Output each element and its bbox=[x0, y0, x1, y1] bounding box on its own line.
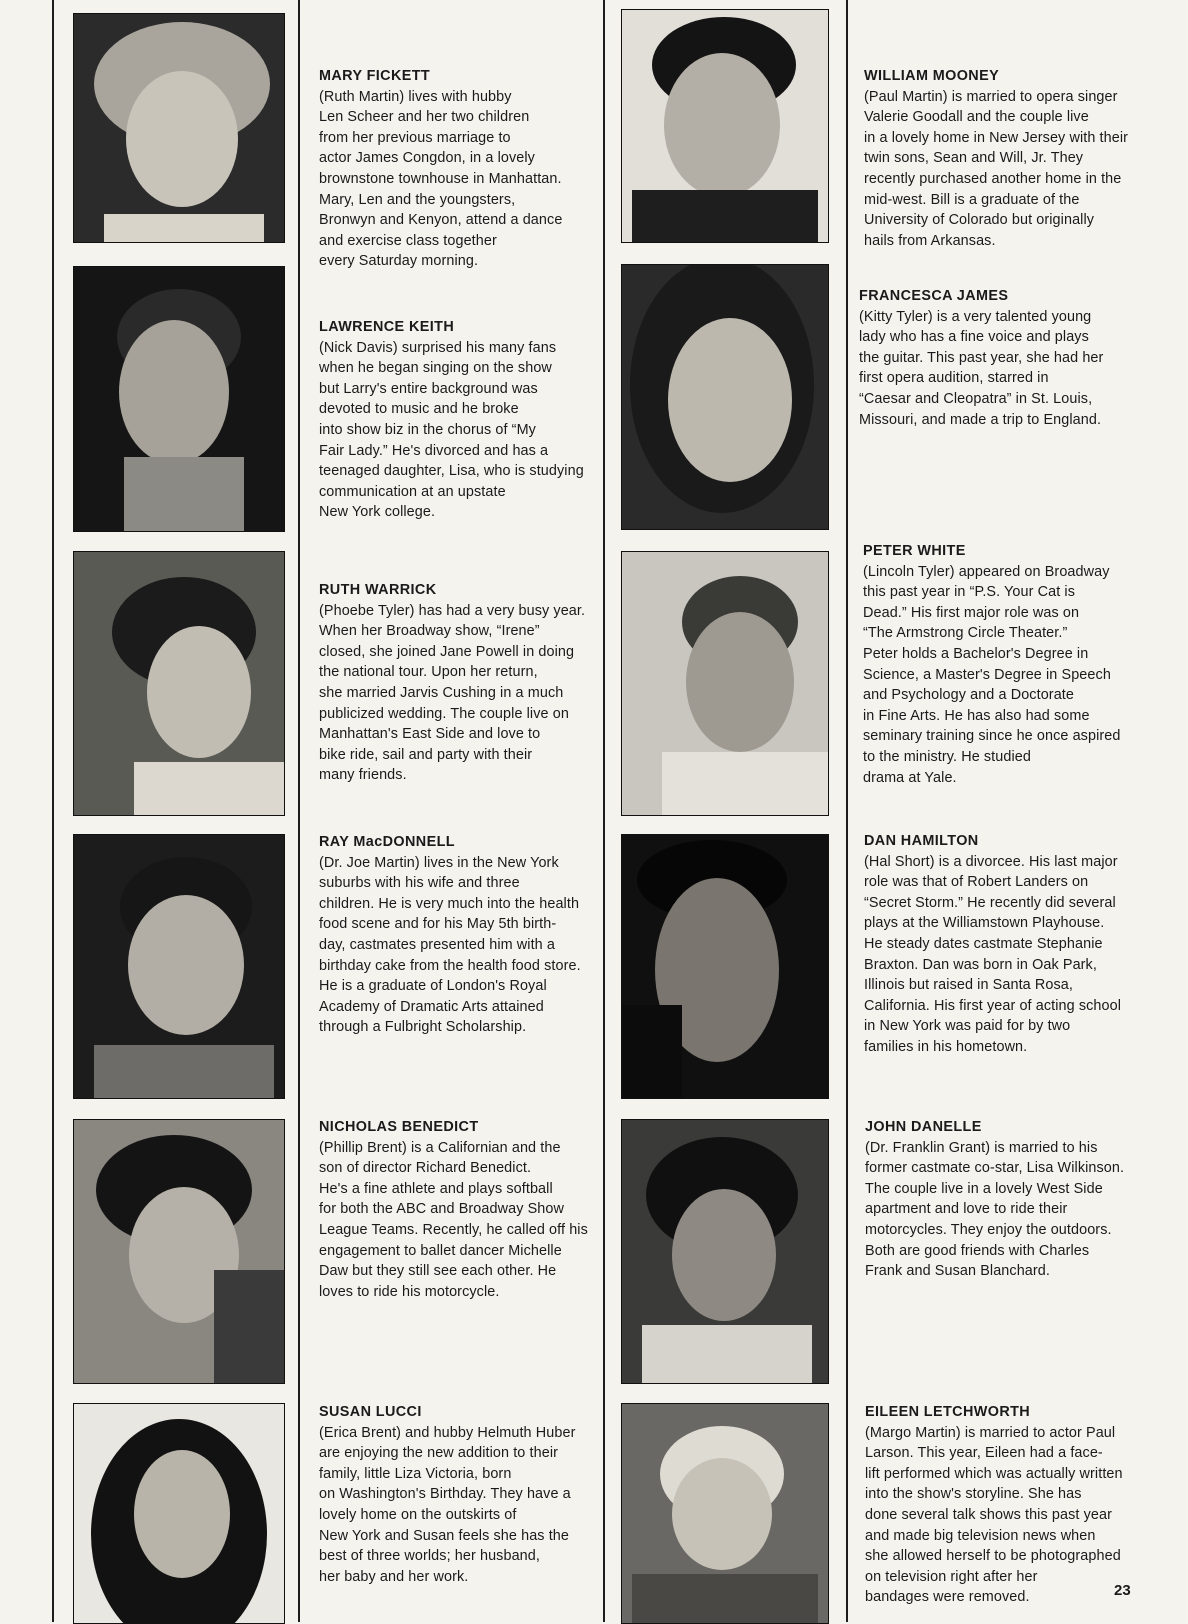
bio-line: Missouri, and made a trip to England. bbox=[859, 411, 1102, 428]
bio-line: Larson. This year, Eileen had a face- bbox=[865, 1445, 1103, 1462]
bio-line: role was that of Robert Landers on bbox=[864, 874, 1089, 891]
portrait-photo-lawrence-keith bbox=[73, 266, 285, 532]
portrait-photo-dan-hamilton bbox=[621, 834, 829, 1099]
bio-line: every Saturday morning. bbox=[319, 253, 479, 270]
bio-line: Mary, Len and the youngsters, bbox=[319, 191, 516, 208]
bio-line: New York and Susan feels she has the bbox=[319, 1527, 570, 1544]
actor-name: PETER WHITE bbox=[863, 543, 966, 559]
bio-line: engagement to ballet dancer Michelle bbox=[319, 1242, 562, 1259]
actor-name: WILLIAM MOONEY bbox=[864, 68, 1000, 84]
bio-line: to the ministry. He studied bbox=[863, 748, 1031, 765]
bio-line: (Kitty Tyler) is a very talented young bbox=[859, 308, 1092, 325]
bio-line: Valerie Goodall and the couple live bbox=[864, 109, 1089, 126]
portrait-photo-nicholas-benedict bbox=[73, 1119, 285, 1384]
bio-line: Braxton. Dan was born in Oak Park, bbox=[864, 956, 1097, 973]
actor-name: RUTH WARRICK bbox=[319, 582, 437, 598]
column-rule bbox=[603, 0, 605, 1622]
portrait-photo-john-danelle bbox=[621, 1119, 829, 1384]
bio-line: on Washington's Birthday. They have a bbox=[319, 1486, 571, 1503]
bio-line: (Ruth Martin) lives with hubby bbox=[319, 88, 512, 105]
bio-line: done several talk shows this past year bbox=[865, 1506, 1112, 1523]
bio-line: and exercise class together bbox=[319, 232, 497, 249]
bio-line: into show biz in the chorus of “My bbox=[319, 421, 536, 438]
actor-name: NICHOLAS BENEDICT bbox=[319, 1119, 479, 1135]
bio-line: Illinois but raised in Santa Rosa, bbox=[864, 977, 1073, 994]
bio-line: (Erica Brent) and hubby Helmuth Huber bbox=[319, 1424, 576, 1441]
bio-line: Both are good friends with Charles bbox=[865, 1242, 1090, 1259]
bio-line: Bronwyn and Kenyon, attend a dance bbox=[319, 212, 563, 229]
bio-line: day, castmates presented him with a bbox=[319, 936, 555, 953]
actor-name: JOHN DANELLE bbox=[865, 1119, 982, 1135]
bio-line: but Larry's entire background was bbox=[319, 380, 538, 397]
bio-line: “The Armstrong Circle Theater.” bbox=[863, 625, 1068, 642]
bio-line: families in his hometown. bbox=[864, 1038, 1028, 1055]
bio-line: New York college. bbox=[319, 504, 436, 521]
bio-entry bbox=[319, 317, 584, 523]
bio-entry bbox=[319, 832, 581, 1038]
portrait-photo-ray-macdonnell bbox=[73, 834, 285, 1099]
bio-line: seminary training since he once aspired bbox=[863, 728, 1121, 745]
bio-line: motorcycles. They enjoy the outdoors. bbox=[865, 1221, 1112, 1238]
bio-line: into the show's storyline. She has bbox=[865, 1486, 1082, 1503]
bio-line: first opera audition, starred in bbox=[859, 370, 1049, 387]
portrait-photo-susan-lucci bbox=[73, 1403, 285, 1624]
actor-name: RAY MacDONNELL bbox=[319, 834, 455, 850]
bio-line: “Secret Storm.” He recently did several bbox=[864, 894, 1116, 911]
bio-line: twin sons, Sean and Will, Jr. They bbox=[864, 150, 1084, 167]
bio-line: when he began singing on the show bbox=[319, 360, 552, 377]
bio-line: the guitar. This past year, she had her bbox=[859, 349, 1104, 366]
bio-line: (Paul Martin) is married to opera singer bbox=[864, 88, 1118, 105]
actor-name: EILEEN LETCHWORTH bbox=[865, 1404, 1031, 1420]
bio-line: suburbs with his wife and three bbox=[319, 875, 520, 892]
actor-name: LAWRENCE KEITH bbox=[319, 319, 455, 335]
portrait-photo-william-mooney bbox=[621, 9, 829, 243]
bio-line: son of director Richard Benedict. bbox=[319, 1160, 532, 1177]
bio-line: League Teams. Recently, he called off his bbox=[319, 1221, 588, 1238]
bio-line: (Phoebe Tyler) has had a very busy year. bbox=[319, 602, 586, 619]
bio-line: the national tour. Upon her return, bbox=[319, 664, 538, 681]
bio-line: Peter holds a Bachelor's Degree in bbox=[863, 645, 1089, 662]
portrait-photo-mary-fickett bbox=[73, 13, 285, 243]
bio-line: apartment and love to ride their bbox=[865, 1201, 1068, 1218]
bio-line: lift performed which was actually written bbox=[865, 1465, 1123, 1482]
bio-line: teenaged daughter, Lisa, who is studying bbox=[319, 463, 584, 480]
bio-entry bbox=[865, 1402, 1123, 1608]
bio-line: lovely home on the outskirts of bbox=[319, 1506, 517, 1523]
bio-line: her baby and her work. bbox=[319, 1568, 469, 1585]
bio-line: hails from Arkansas. bbox=[864, 232, 996, 249]
bio-line: He is a graduate of London's Royal bbox=[319, 978, 547, 995]
bio-line: plays at the Williamstown Playhouse. bbox=[864, 915, 1105, 932]
bio-line: (Margo Martin) is married to actor Paul bbox=[865, 1424, 1116, 1441]
bio-line: Dead.” His first major role was on bbox=[863, 604, 1080, 621]
portrait-photo-eileen-letchworth bbox=[621, 1403, 829, 1624]
bio-line: mid-west. Bill is a graduate of the bbox=[864, 191, 1080, 208]
portrait-photo-ruth-warrick bbox=[73, 551, 285, 816]
bio-line: closed, she joined Jane Powell in doing bbox=[319, 643, 575, 660]
bio-entry bbox=[319, 66, 562, 272]
bio-line: devoted to music and he broke bbox=[319, 401, 519, 418]
bio-line: He's a fine athlete and plays softball bbox=[319, 1180, 553, 1197]
bio-line: (Dr. Franklin Grant) is married to his bbox=[865, 1139, 1098, 1156]
actor-name: MARY FICKETT bbox=[319, 68, 431, 84]
bio-line: many friends. bbox=[319, 767, 407, 784]
bio-entry bbox=[865, 1117, 1124, 1282]
bio-line: (Nick Davis) surprised his many fans bbox=[319, 339, 557, 356]
bio-line: Science, a Master's Degree in Speech bbox=[863, 666, 1111, 683]
bio-line: publicized wedding. The couple live on bbox=[319, 705, 569, 722]
bio-entry bbox=[864, 66, 1128, 251]
bio-line: lady who has a fine voice and plays bbox=[859, 329, 1089, 346]
bio-line: (Dr. Joe Martin) lives in the New York bbox=[319, 854, 559, 871]
bio-line: brownstone townhouse in Manhattan. bbox=[319, 170, 562, 187]
bio-entry bbox=[863, 541, 1120, 788]
bio-line: bandages were removed. bbox=[865, 1589, 1030, 1606]
bio-line: she allowed herself to be photographed bbox=[865, 1548, 1121, 1565]
bio-line: “Caesar and Cleopatra” in St. Louis, bbox=[859, 390, 1093, 407]
bio-line: Frank and Susan Blanchard. bbox=[865, 1263, 1050, 1280]
bio-line: (Phillip Brent) is a Californian and the bbox=[319, 1139, 561, 1156]
bio-entry bbox=[319, 1402, 575, 1587]
bio-line: in a lovely home in New Jersey with their bbox=[864, 129, 1129, 146]
bio-line: through a Fulbright Scholarship. bbox=[319, 1019, 527, 1036]
bio-line: communication at an upstate bbox=[319, 483, 506, 500]
bio-line: He steady dates castmate Stephanie bbox=[864, 935, 1103, 952]
portrait-photo-peter-white bbox=[621, 551, 829, 816]
bio-line: drama at Yale. bbox=[863, 769, 957, 786]
bio-line: birthday cake from the health food store. bbox=[319, 957, 581, 974]
bio-line: and Psychology and a Doctorate bbox=[863, 687, 1074, 704]
actor-name: DAN HAMILTON bbox=[864, 833, 979, 849]
bio-line: from her previous marriage to bbox=[319, 129, 511, 146]
bio-entry bbox=[319, 580, 585, 786]
actor-name: SUSAN LUCCI bbox=[319, 1404, 422, 1420]
bio-line: The couple live in a lovely West Side bbox=[865, 1180, 1103, 1197]
bio-line: University of Colorado but originally bbox=[864, 212, 1095, 229]
bio-line: this past year in “P.S. Your Cat is bbox=[863, 584, 1076, 601]
bio-line: (Lincoln Tyler) appeared on Broadway bbox=[863, 563, 1110, 580]
bio-line: in New York was paid for by two bbox=[864, 1018, 1071, 1035]
portrait-photo-francesca-james bbox=[621, 264, 829, 530]
bio-entry bbox=[859, 286, 1103, 430]
bio-line: for both the ABC and Broadway Show bbox=[319, 1201, 564, 1218]
bio-line: California. His first year of acting school bbox=[864, 997, 1122, 1014]
bio-line: Fair Lady.” He's divorced and has a bbox=[319, 442, 549, 459]
page-number: 23 bbox=[1114, 1582, 1131, 1599]
column-rule bbox=[298, 0, 300, 1622]
bio-line: Daw but they still see each other. He bbox=[319, 1263, 557, 1280]
column-rule bbox=[52, 0, 54, 1622]
bio-line: family, little Liza Victoria, born bbox=[319, 1465, 512, 1482]
bio-line: former castmate co-star, Lisa Wilkinson. bbox=[865, 1160, 1125, 1177]
bio-entry bbox=[864, 831, 1121, 1058]
bio-line: recently purchased another home in the bbox=[864, 170, 1122, 187]
bio-line: she married Jarvis Cushing in a much bbox=[319, 684, 564, 701]
bio-line: in Fine Arts. He has also had some bbox=[863, 707, 1090, 724]
bio-line: Len Scheer and her two children bbox=[319, 109, 530, 126]
bio-line: food scene and for his May 5th birth- bbox=[319, 916, 557, 933]
bio-line: on television right after her bbox=[865, 1568, 1038, 1585]
bio-line: best of three worlds; her husband, bbox=[319, 1548, 540, 1565]
bio-line: actor James Congdon, in a lovely bbox=[319, 150, 535, 167]
bio-entry bbox=[319, 1117, 588, 1302]
bio-line: children. He is very much into the health bbox=[319, 895, 580, 912]
bio-line: are enjoying the new addition to their bbox=[319, 1445, 559, 1462]
bio-line: Manhattan's East Side and love to bbox=[319, 726, 541, 743]
column-rule bbox=[846, 0, 848, 1622]
bio-line: Academy of Dramatic Arts attained bbox=[319, 998, 544, 1015]
bio-line: When her Broadway show, “Irene” bbox=[319, 623, 540, 640]
bio-line: loves to ride his motorcycle. bbox=[319, 1283, 500, 1300]
bio-line: bike ride, sail and party with their bbox=[319, 746, 533, 763]
actor-name: FRANCESCA JAMES bbox=[859, 288, 1009, 304]
bio-line: and made big television news when bbox=[865, 1527, 1096, 1544]
bio-line: (Hal Short) is a divorcee. His last major bbox=[864, 853, 1118, 870]
